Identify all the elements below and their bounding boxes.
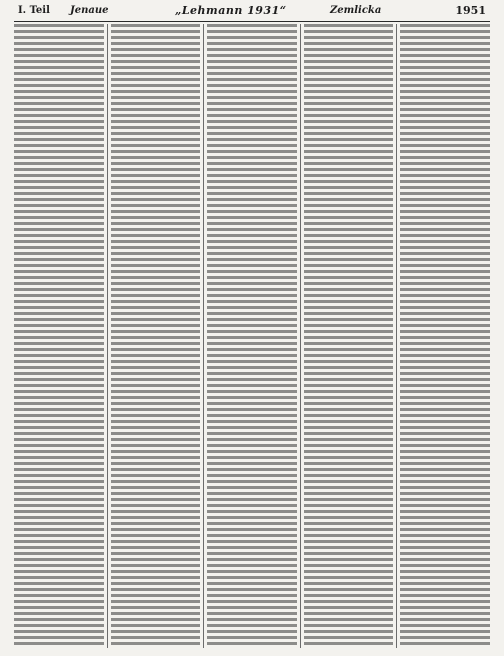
directory-column-4 xyxy=(304,24,394,648)
directory-columns xyxy=(14,24,490,648)
column-divider xyxy=(203,24,204,648)
column-divider xyxy=(107,24,108,648)
part-label: I. Teil xyxy=(18,5,50,16)
column-divider xyxy=(300,24,301,648)
column-heading-left: Jenaue xyxy=(70,5,109,16)
page-header xyxy=(0,0,504,22)
directory-column-1 xyxy=(14,24,104,648)
header-rule xyxy=(14,21,490,22)
page-number: 1951 xyxy=(455,4,486,17)
directory-column-5 xyxy=(400,24,490,648)
page-title: „Lehmann 1931“ xyxy=(175,4,287,17)
column-divider xyxy=(396,24,397,648)
column-heading-right: Zemlicka xyxy=(330,5,382,16)
directory-column-3 xyxy=(207,24,297,648)
directory-column-2 xyxy=(111,24,201,648)
